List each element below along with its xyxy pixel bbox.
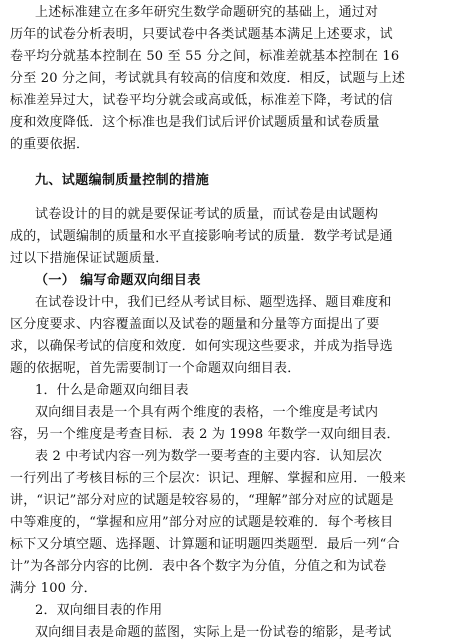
item-heading: 2．双向细目表的作用 (35, 603, 163, 618)
text-line: 度和效度降低．这个标准也是我们试后评价试题质量和试卷质量 (10, 115, 380, 130)
text-line: 标下又分填空题、选择题、计算题和证明题四类题型．最后一列“合 (10, 537, 400, 552)
text-line: 分至 20 分之间，考试就具有较高的信度和效度．相反，试题与上述 (10, 71, 406, 86)
text-line: 过以下措施保证试题质量． (10, 251, 169, 266)
text-line: 在试卷设计中，我们已经从考试目标、题型选择、题目难度和 (35, 295, 392, 310)
text-line: 容，另一个维度是考查目标．表 2 为 1998 年数学一双向细目表． (10, 427, 400, 442)
text-line: 计”为各部分内容的比例．表中各个数字为分值，分值之和为试卷 (10, 559, 387, 574)
item-heading: 1．什么是命题双向细目表 (35, 383, 189, 398)
section-heading: 九、试题编制质量控制的措施 (35, 173, 210, 188)
text-line: 双向细目表是一个具有两个维度的表格，一个维度是考试内 (35, 405, 379, 420)
text-line: 标准差异过大，试卷平均分就会或高或低，标准差下降，考试的信 (10, 93, 393, 108)
text-line: 满分 100 分． (10, 581, 97, 596)
text-line: 的重要依据． (10, 137, 90, 152)
text-line: 上述标准建立在多年研究生数学命题研究的基础上，通过对 (35, 5, 379, 20)
text-line: 历年的试卷分析表明，只要试卷中各类试题基本满足上述要求，试 (10, 27, 393, 42)
text-line: 中等难度的，“掌握和应用”部分对应的试题是较难的．每个考核目 (10, 515, 394, 530)
subsection-heading: （一） 编写命题双向细目表 (35, 273, 201, 288)
text-line: 讲，“识记”部分对应的试题是较容易的，“理解”部分对应的试题是 (10, 493, 394, 508)
text-line: 卷平均分就基本控制在 50 至 55 分之间，标准差就基本控制在 16 (10, 49, 400, 64)
text-line: 试卷设计的目的就是要保证考试的质量，而试卷是由试题构 (35, 207, 379, 222)
text-line: 成的，试题编制的质量和水平直接影响考试的质量．数学考试是通 (10, 229, 393, 244)
text-line: 区分度要求、内容覆盖面以及试卷的题量和分量等方面提出了要 (10, 317, 380, 332)
text-line: 一行列出了考核目标的三个层次：识记、理解、掌握和应用．一般来 (10, 471, 407, 486)
text-line: 双向细目表是命题的蓝图，实际上是一份试卷的缩影，是考试 (35, 625, 392, 640)
text-line: 表 2 中考试内容一列为数学一要考查的主要内容．认知层次 (35, 449, 383, 464)
text-line: 求，以确保考试的信度和效度．如何实现这些要求，并成为指导选 (10, 339, 393, 354)
text-line: 题的依据呢，首先需要制订一个命题双向细目表． (10, 361, 301, 376)
